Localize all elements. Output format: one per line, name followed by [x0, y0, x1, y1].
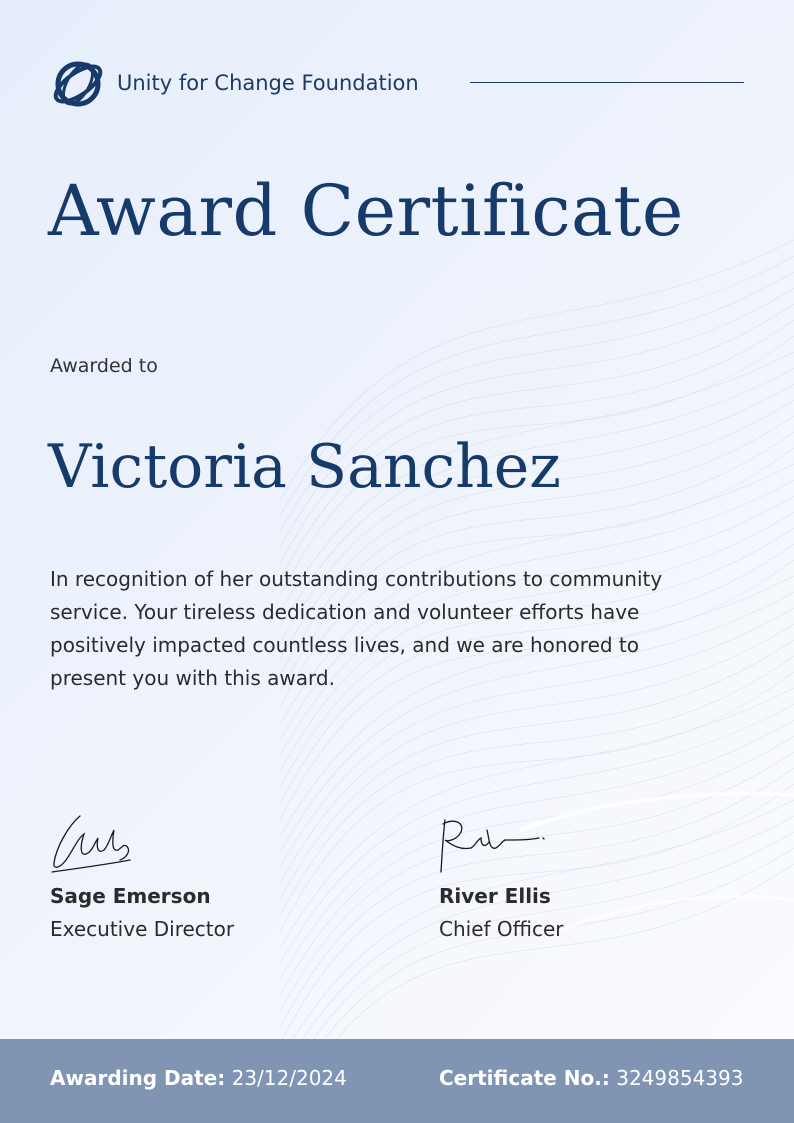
signatory-name: Sage Emerson [50, 884, 211, 908]
certificate-title: Award Certificate [48, 170, 684, 252]
globe-swirl-logo-icon [50, 56, 106, 112]
awarding-date-label: Awarding Date: [50, 1066, 226, 1090]
certificate-footer [0, 1039, 794, 1123]
certificate-number [439, 1066, 743, 1090]
awarding-date [50, 1066, 347, 1090]
signatory-name: River Ellis [439, 884, 551, 908]
signature-block-right [439, 808, 699, 941]
recipient-name: Victoria Sanchez [48, 432, 561, 502]
organization-name: Unity for Change Foundation [117, 71, 419, 95]
signatory-role: Chief Officer [439, 917, 564, 941]
signature-block-left [50, 808, 310, 941]
signatory-role: Executive Director [50, 917, 235, 941]
awarded-to-label: Awarded to [50, 355, 158, 377]
certificate-number-label: Certificate No.: [439, 1066, 610, 1090]
handwritten-signature-icon [439, 808, 549, 878]
handwritten-signature-icon [50, 808, 160, 878]
awarding-date-value: 23/12/2024 [231, 1066, 347, 1090]
header-divider [470, 82, 744, 83]
award-description: In recognition of her outstanding contributions to community service. Your tireless dedication and volunteer efforts have positively impacted countless lives, and we are honored to present you with this award. [50, 567, 663, 690]
certificate-number-value: 3249854393 [616, 1066, 744, 1090]
certificate-header [50, 56, 744, 112]
